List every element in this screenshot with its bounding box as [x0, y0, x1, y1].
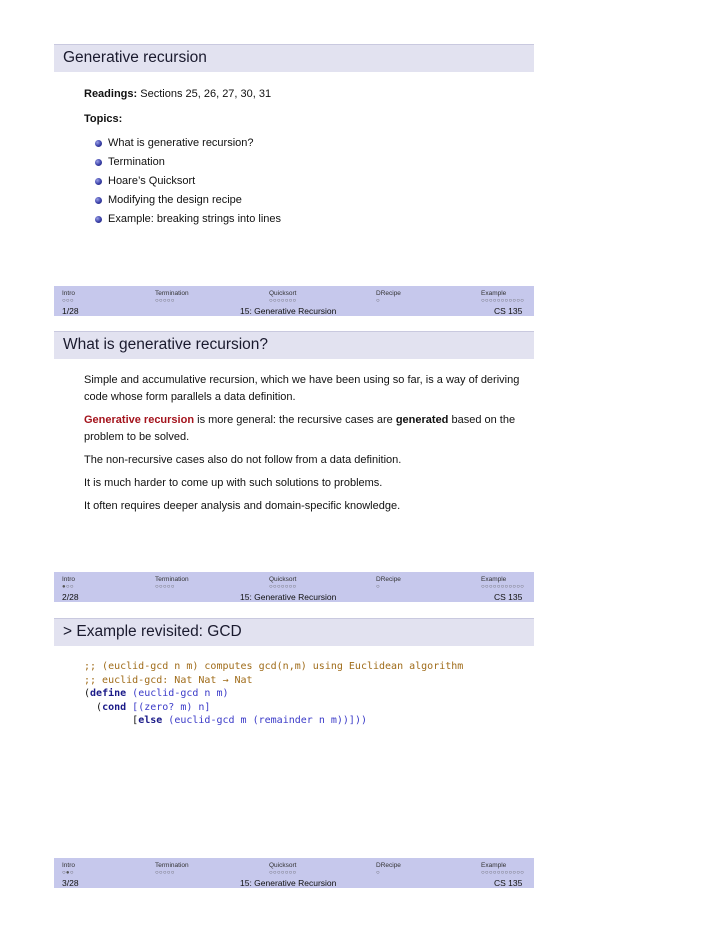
list-item: Modifying the design recipe [84, 191, 524, 210]
slide-2 [54, 331, 534, 603]
bullet-icon [95, 178, 102, 185]
nav-dots-termination[interactable]: ○○○○○ [155, 584, 175, 590]
nav-drecipe[interactable]: DRecipe [376, 576, 401, 583]
nav-dots-termination[interactable]: ○○○○○ [155, 298, 175, 304]
nav-dots-termination[interactable]: ○○○○○ [155, 870, 175, 876]
nav-termination[interactable]: Termination [155, 576, 189, 583]
slide-body [84, 86, 524, 229]
list-item: Example: breaking strings into lines [84, 210, 524, 229]
footer-course-code: CS 135 [494, 306, 523, 316]
nav-dots-intro[interactable]: ●○○ [62, 584, 74, 590]
slide-footer [54, 858, 534, 888]
nav-termination[interactable]: Termination [155, 290, 189, 297]
nav-dots-drecipe[interactable]: ○ [376, 298, 380, 304]
nav-intro[interactable]: Intro [62, 290, 76, 297]
nav-drecipe[interactable]: DRecipe [376, 290, 401, 297]
slide-title-bar [54, 331, 534, 359]
page-number: 3/28 [62, 878, 79, 888]
code-keyword: cond [102, 701, 127, 713]
nav-dots-drecipe[interactable]: ○ [376, 584, 380, 590]
paragraph: The non-recursive cases also do not follow from a data definition. [84, 454, 402, 466]
bullet-icon [95, 140, 102, 147]
footer-course-code: CS 135 [494, 878, 523, 888]
nav-dots-drecipe[interactable]: ○ [376, 870, 380, 876]
code-keyword: else [138, 715, 163, 727]
nav-example[interactable]: Example [481, 576, 507, 583]
paragraph: It often requires deeper analysis and domain-specific knowledge. [84, 500, 401, 512]
nav-quicksort[interactable]: Quicksort [269, 290, 297, 297]
nav-example[interactable]: Example [481, 862, 507, 869]
slide-body [84, 372, 524, 521]
code-line: (cond [(zero? m) n] [84, 701, 211, 713]
topics-label: Topics: [84, 113, 123, 125]
nav-dots-intro[interactable]: ○●○ [62, 870, 74, 876]
footer-course-topic: 15: Generative Recursion [240, 306, 337, 316]
slide-title: Generative recursion [63, 49, 207, 66]
slide-title-bar [54, 618, 534, 646]
code-line: (define (euclid-gcd n m) [84, 688, 229, 700]
nav-quicksort[interactable]: Quicksort [269, 862, 297, 869]
nav-dots-example[interactable]: ○○○○○○○○○○○ [481, 584, 525, 590]
paragraph: Generative recursion is more general: the recursive cases are generated based on the problem to be solved. [84, 414, 516, 443]
code-block [84, 660, 524, 728]
paragraph: Simple and accumulative recursion, which we have been using so far, is a way of deriving code whose form parallels a data definition. [84, 374, 520, 403]
nav-example[interactable]: Example [481, 290, 507, 297]
bullet-icon [95, 159, 102, 166]
list-item: Termination [84, 153, 524, 172]
topics-list [84, 134, 524, 229]
paragraph: It is much harder to come up with such solutions to problems. [84, 477, 383, 489]
slide-title-bar [54, 44, 534, 72]
nav-dots-example[interactable]: ○○○○○○○○○○○ [481, 870, 525, 876]
slide-footer [54, 286, 534, 316]
nav-dots-quicksort[interactable]: ○○○○○○○ [269, 584, 297, 590]
readings-label: Readings: [84, 88, 138, 100]
slide-title: > Example revisited: GCD [63, 623, 242, 640]
list-item: What is generative recursion? [84, 134, 524, 153]
code-contract: ;; euclid-gcd: Nat Nat → Nat [84, 674, 253, 686]
footer-course-topic: 15: Generative Recursion [240, 878, 337, 888]
bullet-icon [95, 216, 102, 223]
footer-course-topic: 15: Generative Recursion [240, 592, 337, 602]
nav-dots-intro[interactable]: ○○○ [62, 298, 74, 304]
slide-3 [54, 618, 534, 890]
readings-text: Sections 25, 26, 27, 30, 31 [140, 88, 272, 100]
term-generative-recursion: Generative recursion [84, 414, 195, 426]
code-line: [else (euclid-gcd m (remainder n m))])) [84, 715, 367, 727]
nav-intro[interactable]: Intro [62, 576, 76, 583]
page-number: 2/28 [62, 592, 79, 602]
slide-footer [54, 572, 534, 602]
nav-dots-example[interactable]: ○○○○○○○○○○○ [481, 298, 525, 304]
slide-title: What is generative recursion? [63, 336, 269, 353]
nav-drecipe[interactable]: DRecipe [376, 862, 401, 869]
page-number: 1/28 [62, 306, 79, 316]
code-keyword: define [90, 688, 127, 700]
nav-quicksort[interactable]: Quicksort [269, 576, 297, 583]
bullet-icon [95, 197, 102, 204]
list-item: Hoare’s Quicksort [84, 172, 524, 191]
footer-course-code: CS 135 [494, 592, 523, 602]
nav-intro[interactable]: Intro [62, 862, 76, 869]
nav-dots-quicksort[interactable]: ○○○○○○○ [269, 298, 297, 304]
nav-termination[interactable]: Termination [155, 862, 189, 869]
code-comment: ;; (euclid-gcd n m) computes gcd(n,m) using Euclidean algorithm [84, 661, 464, 672]
nav-dots-quicksort[interactable]: ○○○○○○○ [269, 870, 297, 876]
slide-1 [54, 44, 534, 316]
